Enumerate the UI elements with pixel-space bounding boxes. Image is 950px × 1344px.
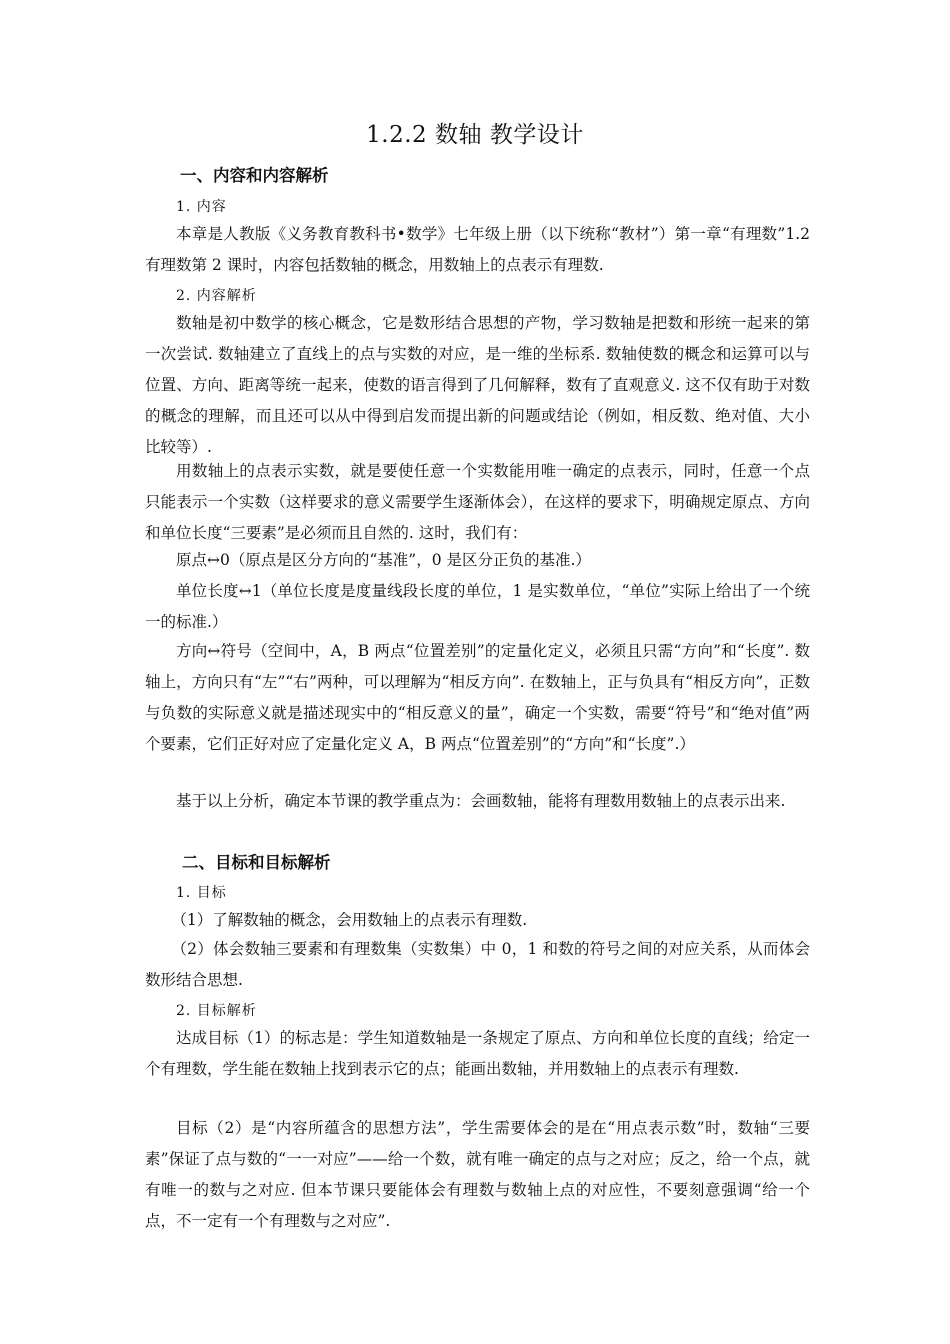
paragraph-key-point: 基于以上分析，确定本节课的教学重点为：会画数轴，能将有理数用数轴上的点表示出来. — [176, 792, 786, 810]
paragraph-unit-length: 单位长度↔1（单位长度是度量线段长度的单位，1 是实数单位，“单位”实际上给出了一个统一的标准.） — [145, 582, 810, 631]
subheading-content: 1. 内容 — [176, 199, 227, 215]
goal-2: （2）体会数轴三要素和有理数集（实数集）中 0，1 和数的符号之间的对应关系，从而体会数形结合思想. — [145, 940, 810, 989]
goal-1: （1）了解数轴的概念，会用数轴上的点表示有理数. — [171, 911, 528, 929]
paragraph-goal-analysis-1: 达成目标（1）的标志是：学生知道数轴是一条规定了原点、方向和单位长度的直线；给定一个有理数，学生能在数轴上找到表示它的点；能画出数轴，并用数轴上的点表示有理数. — [145, 1029, 810, 1078]
paragraph-origin: 原点↔0（原点是区分方向的“基准”，0 是区分正负的基准.） — [176, 551, 591, 569]
section-heading-2: 二、目标和目标解析 — [182, 853, 331, 872]
paragraph-analysis-2: 用数轴上的点表示实数，就是要使任意一个实数能用唯一确定的点表示，同时，任意一个点只能表示一个实数（这样要求的意义需要学生逐渐体会），在这样的要求下，明确规定原点、方向和单位长度“三要素”是必须而且自然的. 这时，我们有： — [145, 462, 810, 542]
paragraph-direction: 方向↔符号（空间中，A，B 两点“位置差别”的定量化定义，必须且只需“方向”和“长度”. 数轴上，方向只有“左”“右”两种，可以理解为“相反方向”. 在数轴上，正与负具有“相反方向”，正数与负数的实际意义就是描述现实中的“相反意义的量”，确定一个实数，需要“符号”和“绝对值”两个要素，它们正好对应了定量化定义 A，B 两点“位置差别”的“方向”和“长度”.） — [145, 642, 810, 753]
section-heading-1: 一、内容和内容解析 — [180, 166, 329, 185]
subheading-content-analysis: 2. 内容解析 — [176, 288, 257, 304]
page-title: 1.2.2 数轴 教学设计 — [366, 122, 584, 148]
paragraph-content: 本章是人教版《义务教育教科书•数学》七年级上册（以下统称“教材”）第一章“有理数”1.2 有理数第 2 课时，内容包括数轴的概念，用数轴上的点表示有理数. — [145, 225, 810, 274]
paragraph-goal-analysis-2: 目标（2）是“内容所蕴含的思想方法”，学生需要体会的是在“用点表示数”时，数轴“三要素”保证了点与数的“一一对应”——给一个数，就有唯一确定的点与之对应；反之，给一个点，就有唯一的数与之对应. 但本节课只要能体会有理数与数轴上点的对应性，不要刻意强调“给一个点，不一定有一个有理数与之对应”. — [145, 1119, 810, 1230]
subheading-goal-analysis: 2. 目标解析 — [176, 1003, 257, 1019]
subheading-goals: 1. 目标 — [176, 885, 227, 901]
paragraph-analysis-1: 数轴是初中数学的核心概念，它是数形结合思想的产物，学习数轴是把数和形统一起来的第一次尝试. 数轴建立了直线上的点与实数的对应，是一维的坐标系. 数轴使数的概念和运算可以与位置、方向、距离等统一起来，使数的语言得到了几何解释，数有了直观意义. 这不仅有助于对数的概念的理解，而且还可以从中得到启发而提出新的问题或结论（例如，相反数、绝对值、大小比较等）. — [145, 314, 810, 456]
